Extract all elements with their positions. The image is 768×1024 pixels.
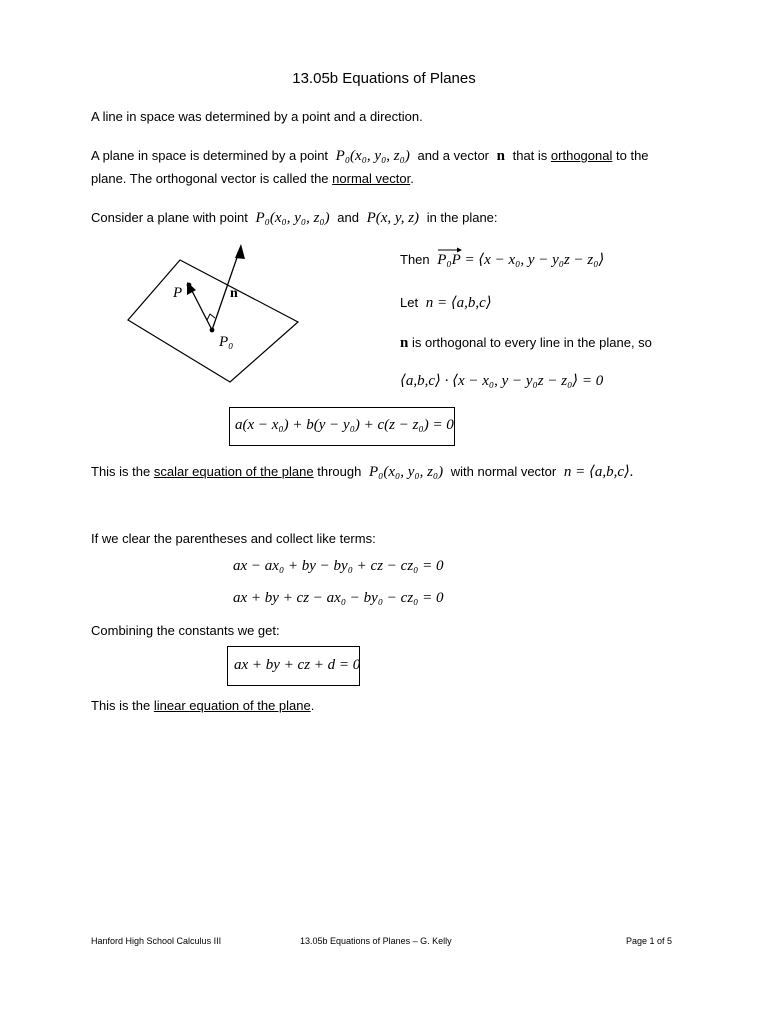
scalar-equation-term: scalar equation of the plane: [153, 464, 314, 479]
linear-equation: ax + by + cz + d = 0: [234, 657, 361, 673]
right-angle-mark: [207, 314, 215, 320]
linear-equation-line: This is the linear equation of the plane.: [91, 698, 315, 713]
orthogonal-statement: n is orthogonal to every line in the plane, so: [400, 335, 652, 351]
scalar-equation-line: This is the scalar equation of the plane through P₀(x₀, y₀, z₀) with normal vector n = ⟨a,b,c⟩.: [91, 464, 634, 480]
point-p-expression: P(x, y, z): [366, 210, 420, 226]
normal-arrowhead: [235, 244, 245, 259]
intro-line: A line in space was determined by a point and a direction.: [91, 109, 423, 124]
point-p-dot: [187, 283, 192, 288]
diagram-label-p: P: [173, 285, 183, 301]
combining-line: Combining the constants we get:: [91, 623, 280, 638]
let-line: Let n = ⟨a,b,c⟩: [400, 295, 492, 311]
clear-parentheses-line: If we clear the parentheses and collect like terms:: [91, 531, 376, 546]
plane-definition-line1: A plane in space is determined by a point P₀(x₀, y₀, z₀) and a vector n that is orthogonal to the: [91, 148, 649, 164]
consider-line: Consider a plane with point P₀(x₀, y₀, z₀) and P(x, y, z) in the plane:: [91, 210, 498, 226]
diagram-label-n: n: [230, 286, 238, 301]
point-p0-expression-2: P₀(x₀, y₀, z₀): [255, 210, 330, 226]
normal-definition: n = ⟨a,b,c⟩: [425, 295, 492, 311]
scalar-equation: a(x − x₀) + b(y − y₀) + c(z − z₀) = 0: [235, 417, 454, 433]
dot-product-equation: ⟨a,b,c⟩ · ⟨x − x₀, y − y₀z − z₀⟩ = 0: [400, 373, 604, 389]
normal-vector-term: normal vector: [332, 171, 411, 186]
footer-page-number: Page 1 of 5: [626, 936, 673, 946]
then-rhs: = ⟨x − x₀, y − y₀z − z₀⟩: [464, 252, 605, 268]
plane-definition-line2: plane. The orthogonal vector is called the normal vector.: [91, 171, 414, 186]
expanded-equation-2: ax + by + cz − ax₀ − by₀ − cz₀ = 0: [233, 590, 444, 606]
diagram-label-p0: P₀: [219, 334, 234, 350]
page-title: 13.05b Equations of Planes: [292, 70, 476, 87]
plane-diagram: [120, 240, 310, 390]
scalar-equation-box: [229, 407, 455, 446]
vector-overarrow: [437, 246, 463, 254]
point-p0-expression: P₀(x₀, y₀, z₀): [335, 148, 410, 164]
then-line: Then P₀P = ⟨x − x₀, y − y₀z − z₀⟩: [400, 250, 604, 269]
plane-parallelogram: [128, 260, 298, 382]
expanded-equation-1: ax − ax₀ + by − by₀ + cz − cz₀ = 0: [233, 558, 444, 574]
point-p0-dot: [210, 328, 215, 333]
linear-equation-term: linear equation of the plane: [153, 698, 311, 713]
linear-equation-box: [227, 646, 360, 686]
orthogonal-term: orthogonal: [550, 148, 613, 163]
footer-left: Hanford High School Calculus III: [91, 936, 222, 946]
vector-p0p: P₀P: [437, 252, 461, 269]
vector-n: n: [496, 148, 505, 164]
footer-center: 13.05b Equations of Planes – G. Kelly: [300, 936, 452, 946]
